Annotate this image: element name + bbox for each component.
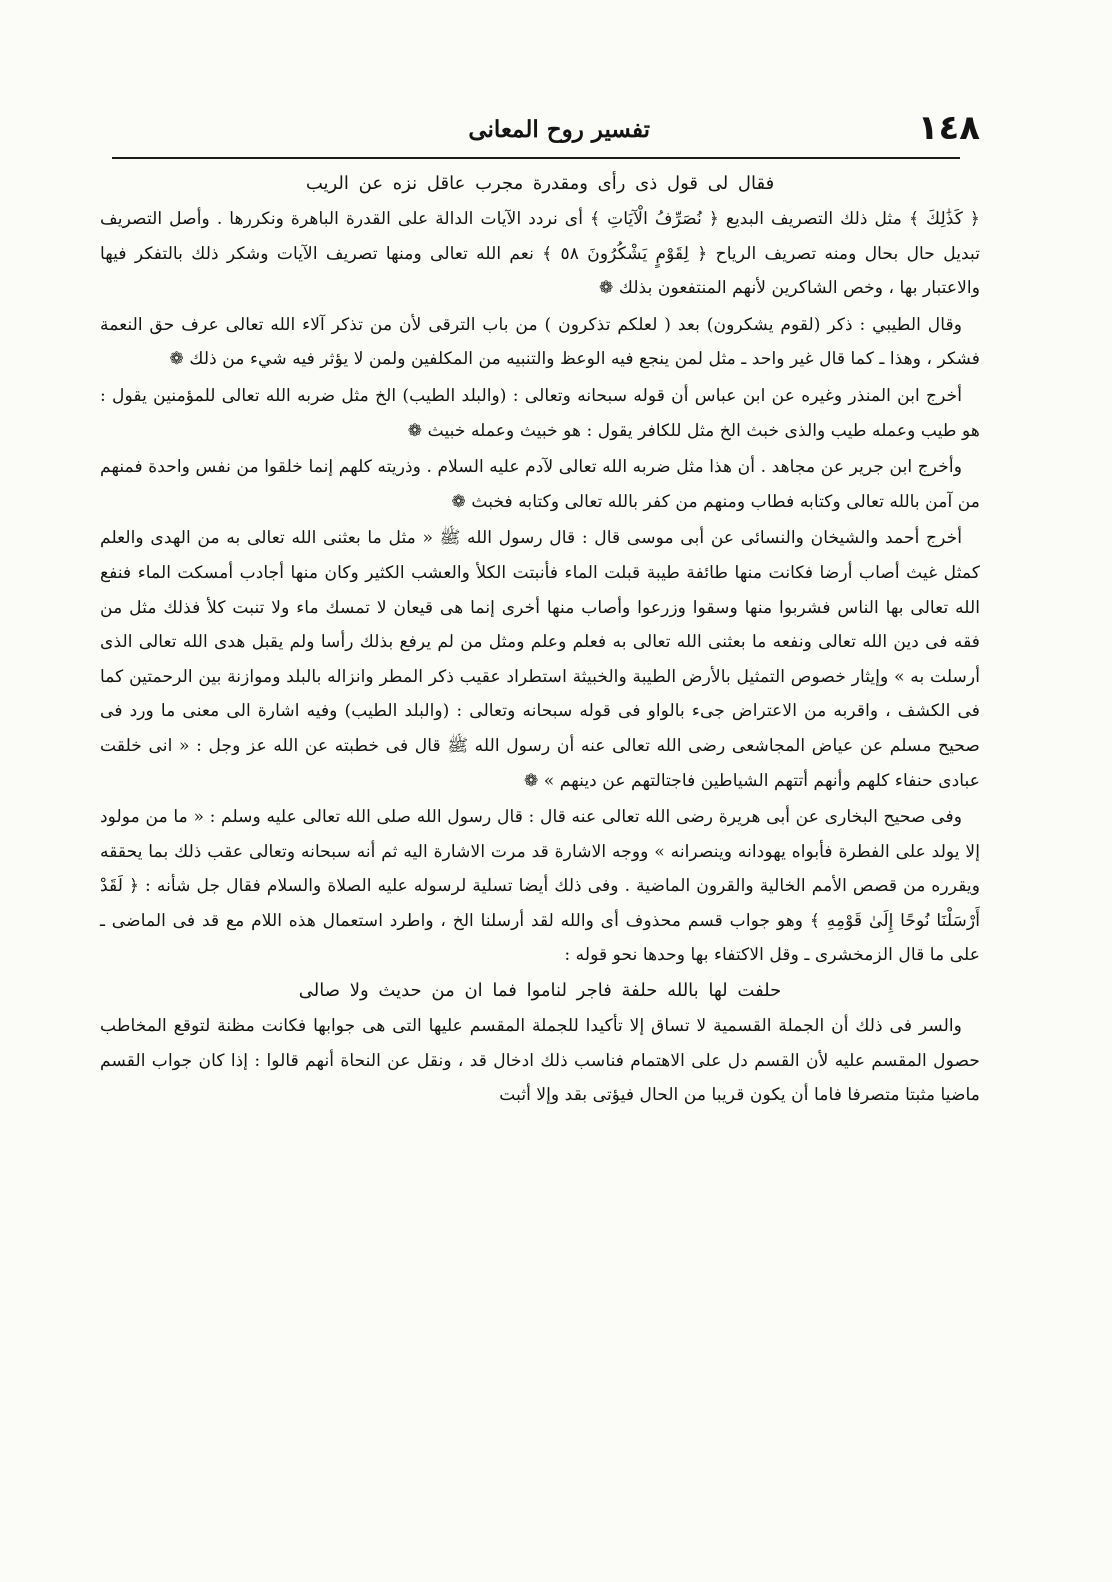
paragraph: ﴿ كَذَٰلِكَ ﴾ مثل ذلك التصريف البديع ﴿ نُصَرِّفُ الْآيَاتِ ﴾ أى نردد الآيات الدالة على القدرة الباهرة ونكررها . وأصل التصريف تبديل حال بحال ومنه تصريف الرياح ﴿ لِقَوْمٍ يَشْكُرُونَ ٥٨ ﴾ نعم الله تعالى ومنها تصريف الآيات وشكر ذلك بالتفكر فيها والاعتبار بها ، وخص الشاكرين لأنهم المنتفعون بذلك ❁: [100, 209, 980, 299]
header-rule: [112, 157, 960, 159]
book-page: [100, 100, 980, 1106]
poetry-verse-bottom: حلفت لها بالله حلفة فاجر لناموا فما ان من حديث ولا صالى: [298, 980, 782, 1002]
paragraph: أخرج أحمد والشيخان والنسائى عن أبى موسى قال : قال رسول الله ﷺ « مثل ما بعثنى الله تعالى به من الهدى والعلم كمثل غيث أصاب أرضا فكانت منها طائفة طيبة قبلت الماء فأنبتت الكلأ والعشب الكثير وكان منها أجادب أمسكت الماء فنفع الله تعالى بها الناس فشربوا منها وسقوا وزرعوا وأصاب منها أخرى إنما هى قيعان لا تمسك ماء ولا تنبت كلأ فذلك مثل من فقه فى دين الله تعالى ونفعه ما بعثنى الله تعالى به فعلم وعلم ومثل من لم يرفع بذلك رأسا ولم يقبل هدى الله تعالى الذى أرسلت به » وإيثار خصوص التمثيل بالأرض الطيبة والخبيثة استطراد عقيب ذكر المطر وانزاله بالبلد وموازنة بين الرحمتين كما فى الكشف ، واقربه من الاعتراض جىء بالواو فى قوله سبحانه وتعالى : (والبلد الطيب) وفيه اشارة الى معنى ما ورد فى صحيح مسلم عن عياض المجاشعى رضى الله تعالى عنه أن رسول الله ﷺ قال فى خطبته عن الله عز وجل : « انى خلقت عبادى حنفاء كلهم وأنهم أتتهم الشياطين فاجتالتهم عن دينهم » ❁: [100, 528, 980, 791]
page-header: [100, 100, 980, 150]
paragraph: وقال الطيبي : ذكر (لقوم يشكرون) بعد ( لعلكم تذكرون ) من باب الترقى لأن من تذكر آلاء الله تعالى عرف حق النعمة فشكر ، وهذا ـ كما قال غير واحد ـ مثل لمن ينجع فيه الوعظ والتنبيه من المكلفين ولمن لا يؤثر فيه شيء من ذلك ❁: [100, 314, 980, 370]
paragraph: وأخرج ابن جرير عن مجاهد . أن هذا مثل ضربه الله تعالى لآدم عليه السلام . وذريته كلهم إنما خلقوا من نفس واحدة فمنهم من آمن بالله تعالى وكتابه فطاب ومنهم من كفر بالله تعالى وكتابه فخبث ❁: [100, 457, 980, 512]
paragraph: أخرج ابن المنذر وغيره عن ابن عباس أن قوله سبحانه وتعالى : (والبلد الطيب) الخ مثل ضربه الله تعالى للمؤمنين يقول : هو طيب وعمله طيب والذى خبث الخ مثل للكافر يقول : هو خبيث وعمله خبيث ❁: [100, 385, 980, 441]
running-title: تفسير روح المعانى: [468, 116, 650, 143]
page-number: ١٤٨: [917, 108, 980, 148]
paragraph: والسر فى ذلك أن الجملة القسمية لا تساق إلا تأكيدا للجملة المقسم عليها التى هى جوابها فكانت مظنة لتوقع المخاطب حصول المقسم عليه لأن القسم دل على الاهتمام فناسب ذلك ادخال قد ، ونقل عن النحاة أنهم قالوا : إذا كان جواب القسم ماضيا مثبتا متصرفا فاما أن يكون قريبا من الحال فيؤتى بقد وإلا أثبت: [100, 1016, 980, 1106]
poetry-verse-top: فقال لى قول ذى رأى ومقدرة مجرب عاقل نزه عن الريب: [305, 173, 775, 194]
paragraph: وفى صحيح البخارى عن أبى هريرة رضى الله تعالى عنه قال : قال رسول الله صلى الله تعالى عليه وسلم : « ما من مولود إلا يولد على الفطرة فأبواه يهودانه وينصرانه » ووجه الاشارة قد مرت الاشارة اليه ثم أنه سبحانه وتعالى عقب ذلك بما يحققه ويقرره من قصص الأمم الخالية والقرون الماضية . وفى ذلك أيضا تسلية لرسوله عليه الصلاة والسلام فقال جل شأنه : ﴿ لَقَدْ أَرْسَلْنَا نُوحًا إِلَىٰ قَوْمِهِ ﴾ وهو جواب قسم محذوف أى والله لقد أرسلنا الخ ، واطرد استعمال هذه اللام مع قد فى الماضى ـ على ما قال الزمخشرى ـ وقل الاكتفاء بها وحدها نحو قوله :: [100, 807, 980, 966]
page-body: [100, 166, 980, 1113]
